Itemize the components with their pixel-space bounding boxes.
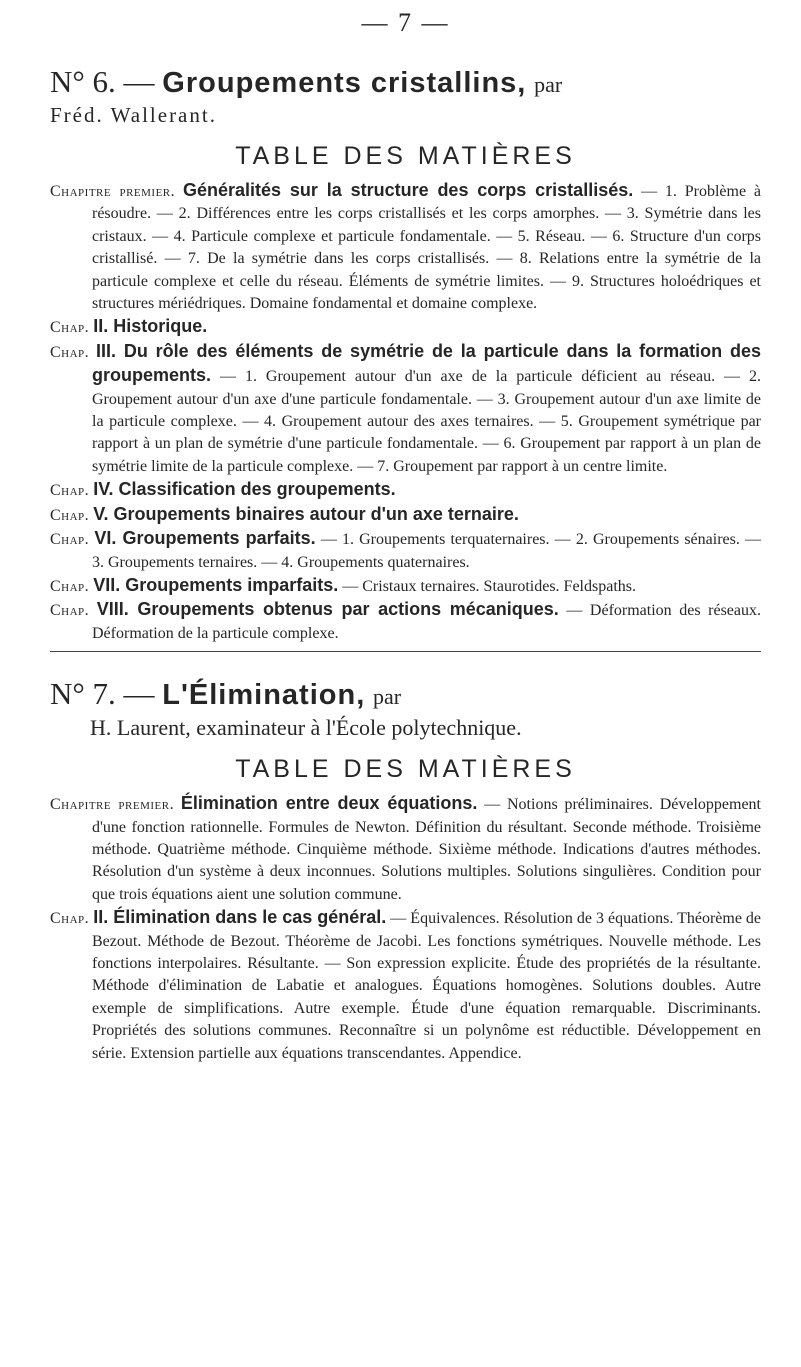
chapter-contents: — Déformation des réseaux. Déformation de la particule complexe.: [92, 602, 762, 642]
chapter-title: VII. Groupements imparfaits.: [93, 574, 339, 595]
chapter-title: Élimination entre deux équations.: [180, 793, 478, 814]
section-number: N° 6. —: [50, 64, 155, 99]
toc-heading: TABLE DES MATIÈRES: [235, 755, 576, 784]
toc-entry: [50, 906, 761, 1065]
chapter-contents: — Équivalences. Résolution de 3 équations. Théorème de Bezout. Méthode de Bezout. Théorème de Jacobi. Les fonctions symétriques. Nouvelle méthode. Les fonctions interpolaires. Résultante. — Son expression explicite. Étude des propriétés de la résultante. Méthode d'élimination de Labatie et analogues. Équations homogènes. Solutions doubles. Autre exemple de simplifications. Autre exemple. Étude d'une équation remarquable. Discriminants. Propriétés des solutions communes. Reconnaître si un polynôme est réductible. Développement en série. Extension partielle aux équations transcendantes. Appendice.: [92, 910, 762, 1062]
chapter-label: Chap.: [50, 343, 90, 361]
toc-list: [50, 792, 761, 1065]
toc-entry: [50, 527, 761, 574]
section-title: L'Élimination,: [162, 679, 366, 712]
toc-entry: [50, 315, 761, 339]
chapter-title: VIII. Groupements obtenus par actions mécaniques.: [96, 599, 559, 620]
section-title: Groupements cristallins,: [162, 67, 527, 99]
chapter-contents: — 1. Groupement autour d'un axe de la particule déficient au réseau. — 2. Groupement autour d'un axe d'une particule fondamentale. — 3. Groupement autour d'un axe limite de la particule complexe. — 4. Groupement autour des axes ternaires. — 5. Groupement symétrique par rapport à un plan de symétrie d'une particule fondamentale. — 6. Groupement par rapport à un plan de symétrie limite de la particule complexe. — 7. Groupement par rapport à un centre limite.: [92, 368, 761, 475]
chapter-contents: — 1. Problème à résoudre. — 2. Différences entre les corps cristallisés et les corps amorphes. — 3. Symétrie dans les cristaux. — 4. Particule complexe et particule fondamentale. — 5. Réseau. — 6. Structure d'un corps cristallisé. — 7. De la symétrie dans les corps cristallisés. — 8. Relations entre la symétrie de la particule complexe et celle du réseau. Éléments de symétrie limites. — 9. Structures holoédriques et structures mériédriques. Domaine fondamental et domaine complexe.: [92, 183, 762, 313]
section-by: par: [534, 72, 563, 97]
page-number: — 7 —: [361, 8, 450, 37]
chapter-title: IV. Classification des groupements.: [93, 479, 396, 500]
section-author: Fréd. Wallerant.: [50, 103, 217, 127]
section-divider: [50, 651, 761, 652]
chapter-title: II. Élimination dans le cas général.: [93, 907, 387, 928]
section-heading: [50, 64, 761, 102]
chapter-contents: — Cristaux ternaires. Staurotides. Feldspaths.: [338, 577, 636, 595]
toc-entry: [50, 478, 761, 502]
toc-heading: TABLE DES MATIÈRES: [235, 142, 576, 170]
toc-list: [50, 179, 761, 645]
toc-entry: [50, 574, 761, 598]
chapter-label: Chapitre premier.: [50, 796, 175, 814]
toc-entry: [50, 792, 761, 906]
chapter-label: Chapitre premier.: [50, 183, 176, 200]
chapter-label: Chap.: [50, 577, 90, 595]
chapter-title: II. Historique.: [93, 316, 208, 337]
chapter-title: VI. Groupements parfaits.: [94, 528, 316, 549]
toc-entry: [50, 503, 761, 527]
toc-entry: [50, 179, 761, 315]
toc-entry: [50, 340, 761, 478]
chapter-title: Généralités sur la structure des corps cristallisés.: [182, 180, 634, 200]
chapter-contents: — Notions préliminaires. Développement d'une fonction rationnelle. Formules de Newton. Définition du résultant. Seconde méthode. Troisième méthode. Quatrième méthode. Cinquième méthode. Sixième méthode. Indications d'autres méthodes. Résolution d'un système à deux inconnues. Solutions multiples. Solutions singulières. Condition pour que trois équations aient une solution commune.: [92, 796, 762, 903]
section-heading: [50, 676, 761, 714]
chapter-label: Chap.: [50, 910, 90, 928]
section-author: H. Laurent, examinateur à l'École polytechnique.: [90, 715, 522, 741]
chapter-contents: — 1. Groupements terquaternaires. — 2. Groupements sénaires. — 3. Groupements ternaires. — 4. Groupements quaternaires.: [92, 531, 761, 571]
section-groupements: [50, 64, 761, 645]
section-by: par: [373, 684, 402, 710]
chapter-label: Chap.: [50, 531, 90, 549]
chapter-label: Chap.: [50, 506, 90, 524]
toc-entry: [50, 598, 761, 645]
section-number: N° 7. —: [50, 676, 155, 712]
chapter-label: Chap.: [50, 602, 90, 620]
section-elimination: [50, 676, 761, 1065]
chapter-label: Chap.: [50, 482, 90, 500]
chapter-title: V. Groupements binaires autour d'un axe ternaire.: [93, 503, 519, 524]
chapter-label: Chap.: [50, 319, 90, 337]
chapter-title: III. Du rôle des éléments de symétrie de la particule dans la formation des groupements.: [92, 340, 761, 386]
